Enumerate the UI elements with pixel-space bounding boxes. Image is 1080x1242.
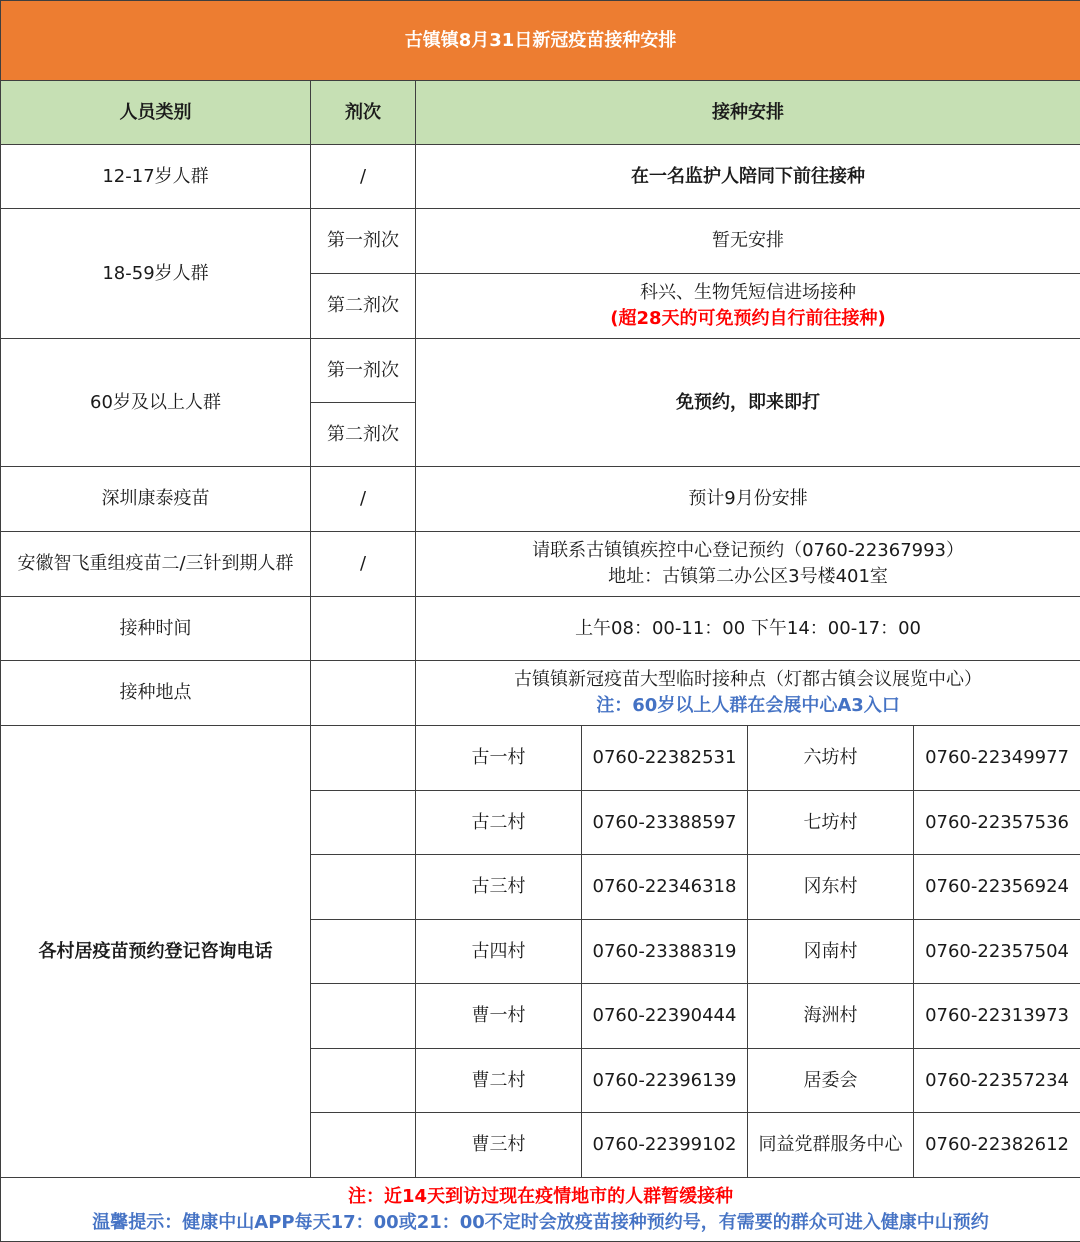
schedule-line: 古镇镇新冠疫苗大型临时接种点（灯都古镇会议展览中心） [420,667,1076,693]
village-name: 同益党群服务中心 [748,1113,914,1178]
row-age-12-17 [1,145,1080,209]
schedule-cell: 暂无安排 [416,209,1080,274]
category-cell: 接种时间 [1,597,311,661]
village-phone: 0760-22357536 [914,791,1080,855]
row-age-18-59-dose1 [1,209,1080,274]
village-phone: 0760-22396139 [582,1049,748,1113]
category-cell: 60岁及以上人群 [1,339,311,467]
village-phone: 0760-23388597 [582,791,748,855]
footer-tip: 温馨提示：健康中山APP每天17：00或21：00不定时会放疫苗接种预约号，有需要的群众可进入健康中山预约 [5,1210,1076,1236]
schedule-line: 请联系古镇镇疾控中心登记预约（0760-22367993） [420,538,1076,564]
village-name: 古二村 [416,791,582,855]
village-name: 七坊村 [748,791,914,855]
dose-cell: / [311,532,416,597]
category-cell: 深圳康泰疫苗 [1,467,311,532]
category-cell: 18-59岁人群 [1,209,311,339]
village-name: 古一村 [416,726,582,791]
schedule-note: 注：60岁以上人群在会展中心A3入口 [420,693,1076,719]
schedule-line: 科兴、生物凭短信进场接种 [420,280,1076,306]
village-name: 冈南村 [748,920,914,984]
village-name: 古三村 [416,855,582,920]
dose-cell: 第二剂次 [311,274,416,339]
village-name: 曹三村 [416,1113,582,1178]
row-kangtai [1,467,1080,532]
village-name: 古四村 [416,920,582,984]
village-phone: 0760-22346318 [582,855,748,920]
dose-cell: 第一剂次 [311,209,416,274]
schedule-cell [416,532,1080,597]
dose-cell: 第二剂次 [311,403,416,467]
village-phone: 0760-22349977 [914,726,1080,791]
dose-cell-empty [311,597,416,661]
category-cell: 12-17岁人群 [1,145,311,209]
village-name: 海洲村 [748,984,914,1049]
dose-cell: 第一剂次 [311,339,416,403]
header-schedule: 接种安排 [416,81,1080,145]
category-cell: 安徽智飞重组疫苗二/三针到期人群 [1,532,311,597]
village-phone: 0760-23388319 [582,920,748,984]
schedule-note: (超28天的可免预约自行前往接种) [420,306,1076,332]
dose-cell-empty [311,920,416,984]
dose-cell: / [311,145,416,209]
schedule-cell: 上午08：00-11：00 下午14：00-17：00 [416,597,1080,661]
footer-note: 注：近14天到访过现在疫情地市的人群暂缓接种 [5,1184,1076,1210]
village-name: 六坊村 [748,726,914,791]
village-name: 冈东村 [748,855,914,920]
schedule-cell: 预计9月份安排 [416,467,1080,532]
dose-cell-empty [311,1049,416,1113]
village-phone: 0760-22357504 [914,920,1080,984]
village-phone: 0760-22390444 [582,984,748,1049]
villages-label: 各村居疫苗预约登记咨询电话 [1,726,311,1178]
village-phone: 0760-22357234 [914,1049,1080,1113]
dose-cell-empty [311,855,416,920]
header-category: 人员类别 [1,81,311,145]
row-time [1,597,1080,661]
dose-cell-empty [311,661,416,726]
row-age-60-dose1 [1,339,1080,403]
schedule-cell [416,661,1080,726]
village-phone: 0760-22382612 [914,1113,1080,1178]
schedule-cell: 在一名监护人陪同下前往接种 [416,145,1080,209]
footer-notes [1,1178,1080,1242]
dose-cell-empty [311,984,416,1049]
page-title: 古镇镇8月31日新冠疫苗接种安排 [1,1,1080,81]
schedule-cell: 免预约，即来即打 [416,339,1080,467]
village-phone: 0760-22313973 [914,984,1080,1049]
schedule-address: 地址：古镇第二办公区3号楼401室 [420,564,1076,590]
schedule-cell [416,274,1080,339]
dose-cell-empty [311,791,416,855]
row-anhui [1,532,1080,597]
header-dose: 剂次 [311,81,416,145]
village-name: 居委会 [748,1049,914,1113]
row-place [1,661,1080,726]
table-row [1,726,1080,791]
category-cell: 接种地点 [1,661,311,726]
dose-cell: / [311,467,416,532]
village-name: 曹二村 [416,1049,582,1113]
dose-cell-empty [311,726,416,791]
village-name: 曹一村 [416,984,582,1049]
dose-cell-empty [311,1113,416,1178]
village-phone: 0760-22356924 [914,855,1080,920]
village-phone: 0760-22382531 [582,726,748,791]
village-phone: 0760-22399102 [582,1113,748,1178]
